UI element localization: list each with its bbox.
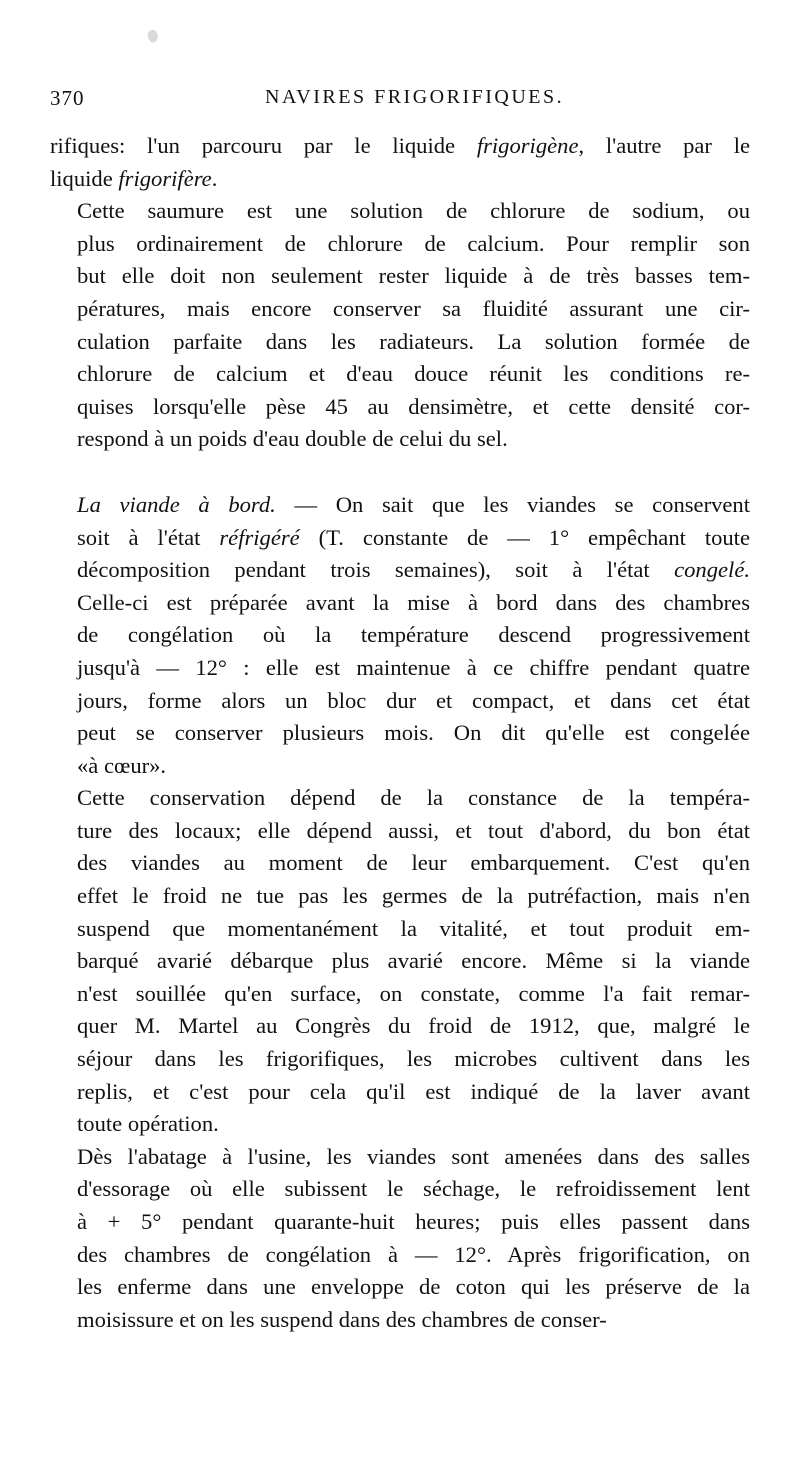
text-run: toute opération. (77, 1111, 219, 1137)
text-run: effet le froid ne tue pas les germes de la putréfaction, mais n'en (77, 883, 750, 909)
page-number: 370 (50, 86, 85, 110)
text-run: Dès l'abatage à l'usine, les viandes sont amenées dans des salles (77, 1143, 750, 1169)
text-line (50, 880, 750, 913)
text-run: La viande à bord. (77, 491, 276, 517)
text-line (50, 652, 750, 685)
text-line (50, 1010, 750, 1043)
text-line (50, 1141, 750, 1174)
text-line (50, 1206, 750, 1239)
paragraph (50, 195, 750, 456)
text-run: jusqu'à — 12° : elle est maintenue à ce chiffre pendant quatre (77, 654, 750, 680)
text-run: ture des locaux; elle dépend aussi, et tout d'abord, du bon état (77, 817, 750, 843)
text-run: but elle doit non seulement rester liquide à de très basses tem- (77, 263, 750, 289)
text-run: pératures, mais encore conserver sa fluidité assurant une cir- (77, 295, 750, 321)
text-run: barqué avarié débarque plus avarié encore. Même si la viande (77, 948, 750, 974)
body-text (50, 130, 750, 1336)
text-run: n'est souillée qu'en surface, on constate, comme l'a fait remar- (77, 980, 750, 1006)
text-line (50, 685, 750, 718)
text-line (50, 750, 750, 783)
text-run: séjour dans les frigorifiques, les microbes cultivent dans les (77, 1046, 750, 1072)
text-line (50, 782, 750, 815)
text-run: (T. constante de — 1° empêchant toute (299, 524, 750, 550)
text-line (50, 1239, 750, 1272)
text-run: des viandes au moment de leur embarquement. C'est qu'en (77, 850, 750, 876)
text-line (50, 423, 750, 456)
text-line (50, 391, 750, 424)
text-line (50, 522, 750, 555)
text-line (50, 489, 750, 522)
text-run: Cette saumure est une solution de chlorure de sodium, ou (77, 198, 750, 224)
text-line (50, 619, 750, 652)
text-run: peut se conserver plusieurs mois. On dit qu'elle est congelée (77, 720, 750, 746)
page-header (50, 86, 750, 116)
text-run: congelé. (674, 557, 750, 583)
text-line (50, 1108, 750, 1141)
text-run: rifiques: l'un parcouru par le liquide (50, 133, 477, 158)
text-line (50, 195, 750, 228)
text-line (50, 293, 750, 326)
text-run: moisissure et on les suspend dans des chambres de conser- (77, 1306, 607, 1332)
text-line (50, 1271, 750, 1304)
text-run: de congélation où la température descend progressivement (77, 622, 750, 648)
text-run: , l'autre par le (578, 133, 750, 158)
text-run: soit à l'état (77, 524, 220, 550)
section-gap (50, 456, 750, 489)
text-run: «à cœur». (77, 752, 167, 778)
text-run: suspend que momentanément la vitalité, et tout produit em- (77, 915, 750, 941)
text-run: frigorifère (118, 165, 212, 191)
text-run: chlorure de calcium et d'eau douce réunit les conditions re- (77, 361, 750, 387)
text-line (50, 1304, 750, 1337)
paragraph (50, 489, 750, 782)
text-line (50, 1043, 750, 1076)
text-line (50, 260, 750, 293)
text-run: frigorigène (476, 133, 579, 158)
running-head: NAVIRES FRIGORIFIQUES. (265, 86, 565, 108)
text-run: jours, forme alors un bloc dur et compact, et dans cet état (77, 687, 750, 713)
text-run: plus ordinairement de chlorure de calcium. Pour remplir son (77, 230, 750, 256)
text-line (50, 130, 750, 163)
text-line (50, 978, 750, 1011)
text-line (50, 945, 750, 978)
text-run: les enferme dans une enveloppe de coton qui les préserve de la (77, 1274, 750, 1300)
text-run: replis, et c'est pour cela qu'il est indiqué de la laver avant (77, 1078, 750, 1104)
text-line (50, 717, 750, 750)
text-line (50, 1173, 750, 1206)
text-line (50, 228, 750, 261)
text-run: liquide (50, 165, 119, 191)
text-run: Celle-ci est préparée avant la mise à bord dans des chambres (77, 589, 750, 615)
text-run: des chambres de congélation à — 12°. Après frigorification, on (77, 1241, 750, 1267)
paragraph (50, 1141, 750, 1337)
text-run: culation parfaite dans les radiateurs. La solution formée de (77, 328, 750, 354)
text-run: décomposition pendant trois semaines), soit à l'état (77, 557, 675, 583)
text-line (50, 587, 750, 620)
text-line (50, 913, 750, 946)
text-run: respond à un poids d'eau double de celui du sel. (77, 426, 508, 452)
ink-smudge (146, 28, 161, 43)
text-line (50, 554, 750, 587)
text-run: réfrigéré (219, 524, 300, 550)
text-run: — On sait que les viandes se conservent (275, 491, 750, 517)
text-line (50, 815, 750, 848)
text-line (50, 358, 750, 391)
text-line (50, 1076, 750, 1109)
text-run: quer M. Martel au Congrès du froid de 1912, que, malgré le (77, 1013, 750, 1039)
paragraph (50, 782, 750, 1141)
text-run: quises lorsqu'elle pèse 45 au densimètre, et cette densité cor- (77, 393, 750, 419)
text-run: à + 5° pendant quarante-huit heures; puis elles passent dans (77, 1209, 750, 1234)
paragraph (50, 130, 750, 195)
text-run: d'essorage où elle subissent le séchage, le refroidissement lent (77, 1176, 750, 1202)
text-run: Cette conservation dépend de la constance de la tempéra- (77, 785, 750, 811)
text-line (50, 163, 750, 196)
text-run: . (211, 165, 218, 191)
text-line (50, 326, 750, 359)
text-line (50, 847, 750, 880)
